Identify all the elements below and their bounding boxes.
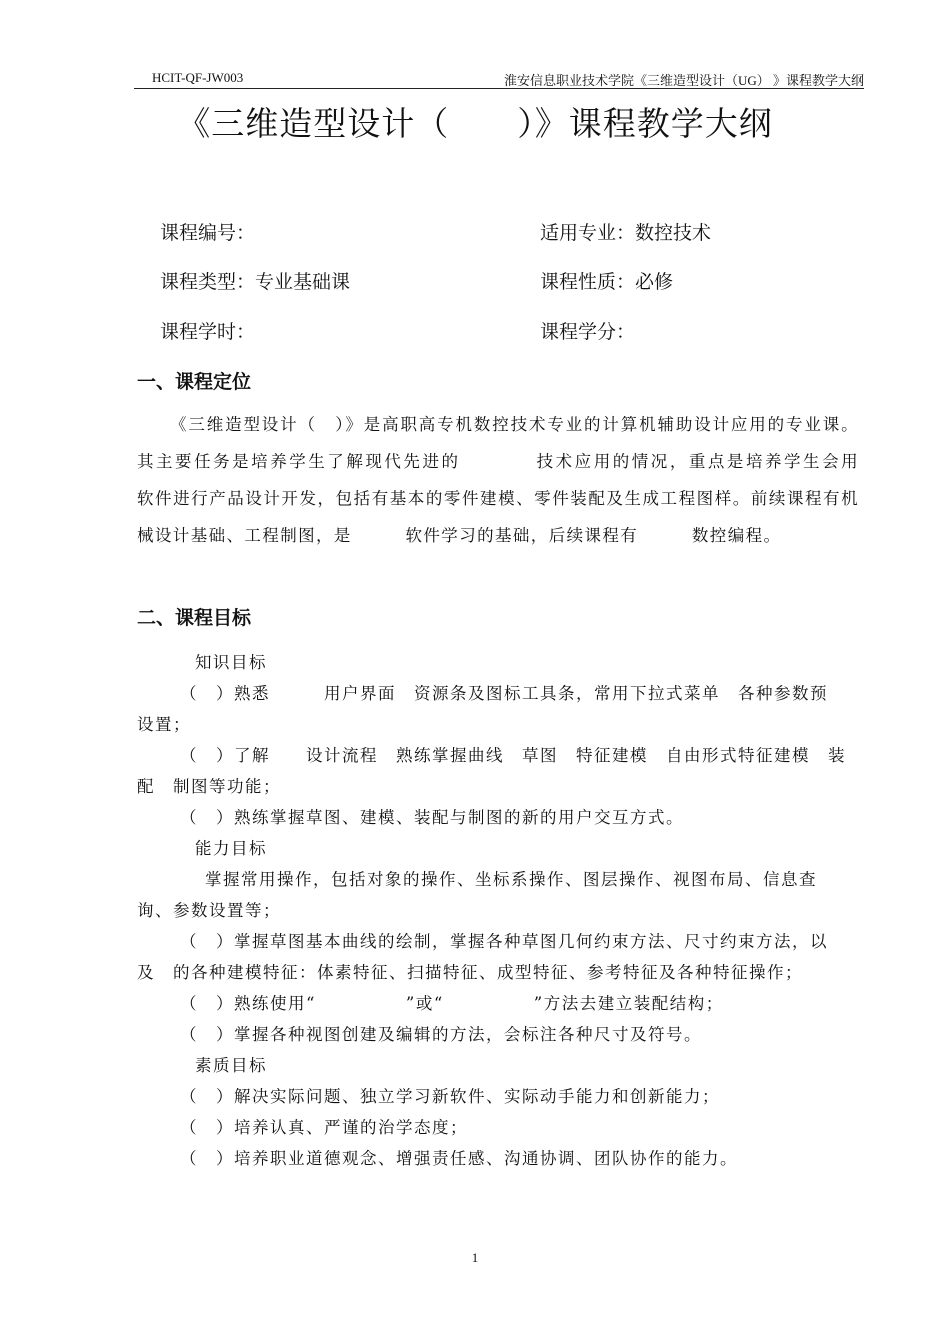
applicable-major: 适用专业：数控技术 [540, 222, 712, 244]
quality-item-3: （ ）培养职业道德观念、增强责任感、沟通协调、团队协作的能力。 [180, 1149, 738, 1168]
knowledge-item-1-cont: 设置； [137, 715, 191, 734]
section-heading-positioning: 一、课程定位 [137, 371, 252, 393]
quality-item-2: （ ）培养认真、严谨的治学态度； [180, 1118, 468, 1137]
knowledge-goals-label: 知识目标 [195, 653, 267, 672]
quality-item-1: （ ）解决实际问题、独立学习新软件、实际动手能力和创新能力； [180, 1087, 720, 1106]
ability-item-2: （ ）掌握草图基本曲线的绘制，掌握各种草图几何约束方法、尺寸约束方法，以 [180, 932, 828, 951]
quality-goals-label: 素质目标 [195, 1056, 267, 1075]
page-header [134, 70, 864, 89]
knowledge-item-2-cont: 配 制图等功能； [137, 777, 281, 796]
ability-goals-label: 能力目标 [195, 839, 267, 858]
section-heading-objectives: 二、课程目标 [137, 607, 252, 629]
header-title: 淮安信息职业技术学院《三维造型设计（UG） 》课程教学大纲 [503, 73, 864, 88]
ability-item-1-cont: 询、参数设置等； [137, 901, 281, 920]
course-number-label: 课程编号： [160, 222, 256, 244]
positioning-paragraph: 《三维造型设计（ ）》是高职高专机数控技术专业的计算机辅助设计应用的专业课。其主要任务是培养学生了解现代先进的 技术应用的情况，重点是培养学生会用 软件进行产品设计开发，包括有基本的零件建模、零件装配及生成工程图样。前续课程有机械设计基础、工程制图，是 软件学习的基础，后续课程有 数控编程。 [137, 415, 913, 545]
ability-item-2-cont: 及 的各种建模特征：体素特征、扫描特征、成型特征、参考特征及各种特征操作； [137, 963, 803, 982]
course-nature: 课程性质：必修 [540, 271, 674, 293]
ability-item-3: （ ）熟练使用“ ”或“ ”方法去建立装配结构； [180, 994, 724, 1013]
course-type: 课程类型：专业基础课 [160, 271, 351, 293]
knowledge-item-3: （ ）熟练掌握草图、建模、装配与制图的新的用户交互方式。 [180, 808, 684, 827]
knowledge-item-1: （ ）熟悉 用户界面 资源条及图标工具条，常用下拉式菜单 各种参数预 [180, 684, 828, 703]
knowledge-item-2: （ ）了解 设计流程 熟练掌握曲线 草图 特征建模 自由形式特征建模 装 [180, 746, 846, 765]
ability-item-4: （ ）掌握各种视图创建及编辑的方法，会标注各种尺寸及符号。 [180, 1025, 702, 1044]
page-number: 1 [471, 1250, 479, 1265]
course-credits-label: 课程学分： [540, 321, 636, 343]
document-title: 《三维造型设计（ ）》课程教学大纲 [177, 104, 773, 143]
ability-item-1: 掌握常用操作，包括对象的操作、坐标系操作、图层操作、视图布局、信息查 [205, 870, 817, 889]
doc-code: HCIT-QF-JW003 [152, 70, 244, 85]
course-hours-label: 课程学时： [160, 321, 256, 343]
